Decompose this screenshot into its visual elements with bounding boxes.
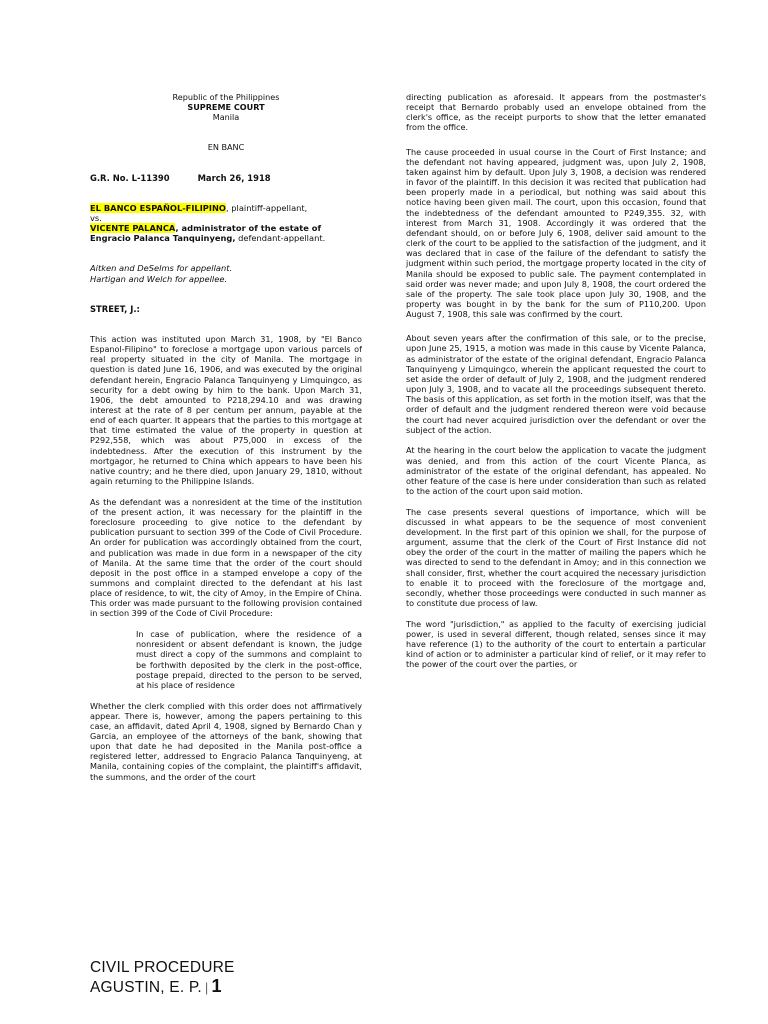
footer-separator: | bbox=[204, 980, 209, 995]
block-quote: In case of publication, where the residence of a nonresident or absent defendant is known, the judge must direct a copy of the summons and complaint to be forthwith deposited by the clerk in the post-office, postage prepaid, directed to the person to be served, at his place of residence bbox=[136, 629, 362, 690]
paragraph: As the defendant was a nonresident at the time of the institution of the present action, it was necessary for the plaintiff in the foreclosure proceeding to give notice to the defendant by publication pursuant to section 399 of the Code of Civil Procedure. An order for publication was accordingly obtained from the court, and publication was made in due form in a newspaper of the city of Manila. At the same time that the order of the court should deposit in the post office in a stamped envelope a copy of the summons and complaint directed to the defendant at his last place of residence, to wit, the city of Amoy, in the Empire of China. This order was made pursuant to the following provision contained in section 399 of the Code of Civil Procedure: bbox=[90, 496, 362, 619]
page-number: 1 bbox=[211, 976, 222, 996]
paragraph: This action was instituted upon March 31, 1908, by "El Banco Espanol-Filipino" to foreclose a mortgage upon various parcels of real property situated in the city of Manila. The mortgage in question is dated June 16, 1906, and was executed by the original defendant herein, Engracio Palanca Tanquinyeng y Limquingco, as security for a debt owing by him to the bank. Upon March 31, 1906, the debt amounted to P218,294.10 and was drawing interest at the rate of 8 per centum per annum, payable at the end of each quarter. It appears that the parties to this mortgage at that time estimated the value of the property in question at P292,558, which was about P75,000 in excess of the indebtedness. After the execution of this instrument by the mortgagor, he returned to China which appears to have been his native country; and he there died, upon January 29, 1810, without again returning to the Philippine Islands. bbox=[90, 333, 362, 487]
paragraph: About seven years after the confirmation of this sale, or to the precise, upon June 25, 1915, a motion was made in this cause by Vicente Palanca, as administrator of the estate of the original defendant, Engracio Palanca Tanquinyeng y Limquingco, wherein the applicant requested the court to set aside the order of default of July 2, 1908, and the judgment rendered upon July 3, 1908, and to vacate all the proceedings subsequent thereto. The basis of this application, as set forth in the motion itself, was that the order of default and the judgment rendered thereon were void because the court had never acquired jurisdiction over the defendant or over the subject of the action. bbox=[406, 333, 706, 435]
case-header bbox=[90, 92, 362, 183]
page-footer bbox=[90, 958, 235, 997]
counsel-block bbox=[90, 263, 362, 283]
paragraph: The word "jurisdiction," as applied to the faculty of exercising judicial power, is used in several different, though related, senses since it may have reference (1) to the authority of the court to entertain a particular kind of action or to administer a particular kind of relief, or it may refer to the power of the court over the parties, or bbox=[406, 618, 706, 670]
footer-author: AGUSTIN, E. P. bbox=[90, 979, 202, 996]
parties-block bbox=[90, 203, 362, 244]
versus: vs. bbox=[90, 212, 102, 223]
court-name: SUPREME COURT bbox=[187, 102, 265, 113]
gr-number: G.R. No. L-11390 bbox=[90, 172, 170, 183]
paragraph: The cause proceeded in usual course in the Court of First Instance; and the defendant not having appeared, judgment was, upon July 2, 1908, taken against him by default. Upon July 3, 1908, a decision was rendered in favor of the plaintiff. In this decision it was recited that publication had been properly made in a periodical, but nothing was said about this notice having been given mail. The court, upon this occasion, found that the indebtedness of the defendant amounted to P249,355. 32, with interest from March 31, 1908. Accordingly it was ordered that the defendant should, on or before July 6, 1908, deliver said amount to the clerk of the court to be applied to the satisfaction of the judgment, and it was declared that in case of the failure of the defendant to satisfy the judgment within such period, the mortgage property located in the city of Manila should be exposed to public sale. The payment contemplated in said order was never made; and upon July 8, 1908, the court ordered the sale of the property. The sale took place upon July 30, 1908, and the property was bought in by the bank for the sum of P110,200. Upon August 7, 1908, this sale was confirmed by the court. bbox=[406, 146, 706, 320]
case-number-row bbox=[90, 173, 362, 183]
paragraph: At the hearing in the court below the application to vacate the judgment was denied, and from this action of the court Vicente Planca, as administrator of the estate of the original defendant, has appealed. No other feature of the case is here under consideration than such as related to the action of the court upon said motion. bbox=[406, 445, 706, 496]
defendant-role: defendant-appellant. bbox=[235, 233, 326, 244]
appellant-counsel: Aitken and DeSelms for appellant. bbox=[90, 263, 233, 274]
paragraph: directing publication as aforesaid. It appears from the postmaster's receipt that Bernardo probably used an envelope obtained from the clerk's office, as the receipt purports to show that the letter emanated from the office. bbox=[406, 92, 706, 133]
paragraph: Whether the clerk complied with this order does not affirmatively appear. There is, however, among the papers pertaining to this case, an affidavit, dated April 4, 1908, signed by Bernardo Chan y Garcia, an employee of the attorneys of the bank, showing that upon that date he had deposited in the Manila post-office a registered letter, addressed to Engracio Palanca Tanquinyeng, at Manila, containing copies of the complaint, the plaintiff's affidavit, the summons, and the order of the court bbox=[90, 700, 362, 782]
defendant-name: VICENTE PALANCA bbox=[90, 223, 176, 234]
division: EN BANC bbox=[207, 142, 245, 153]
right-column bbox=[406, 92, 706, 680]
court-city: Manila bbox=[212, 112, 240, 123]
defendant-line bbox=[90, 223, 362, 243]
appellee-counsel: Hartigan and Welch for appellee. bbox=[90, 273, 228, 284]
plaintiff-role: , plaintiff-appellant, bbox=[225, 202, 308, 213]
footer-author-line bbox=[90, 977, 235, 997]
plaintiff-line bbox=[90, 203, 362, 213]
judge-name: STREET, J.: bbox=[90, 303, 140, 314]
footer-subject: CIVIL PROCEDURE bbox=[90, 959, 235, 976]
left-column bbox=[90, 92, 362, 792]
decision-date: March 26, 1918 bbox=[197, 172, 271, 183]
defendant-description: , administrator of the estate of Engracio Palanca Tanquinyeng, bbox=[90, 223, 322, 244]
plaintiff-name: EL BANCO ESPAÑOL-FILIPINO bbox=[90, 202, 226, 213]
republic-line: Republic of the Philippines bbox=[172, 92, 280, 102]
paragraph: The case presents several questions of importance, which will be discussed in what appears to be the sequence of most convenient development. In the first part of this opinion we shall, for the purpose of argument, assume that the clerk of the Court of First Instance did not obey the order of the court in the matter of mailing the papers which he was directed to send to the defendant in Amoy; and in this connection we shall consider, first, whether the court acquired the necessary jurisdiction to enable it to proceed with the foreclosure of the mortgage and, secondly, whether those proceedings were conducted in such manner as to constitute due process of law. bbox=[406, 506, 706, 609]
